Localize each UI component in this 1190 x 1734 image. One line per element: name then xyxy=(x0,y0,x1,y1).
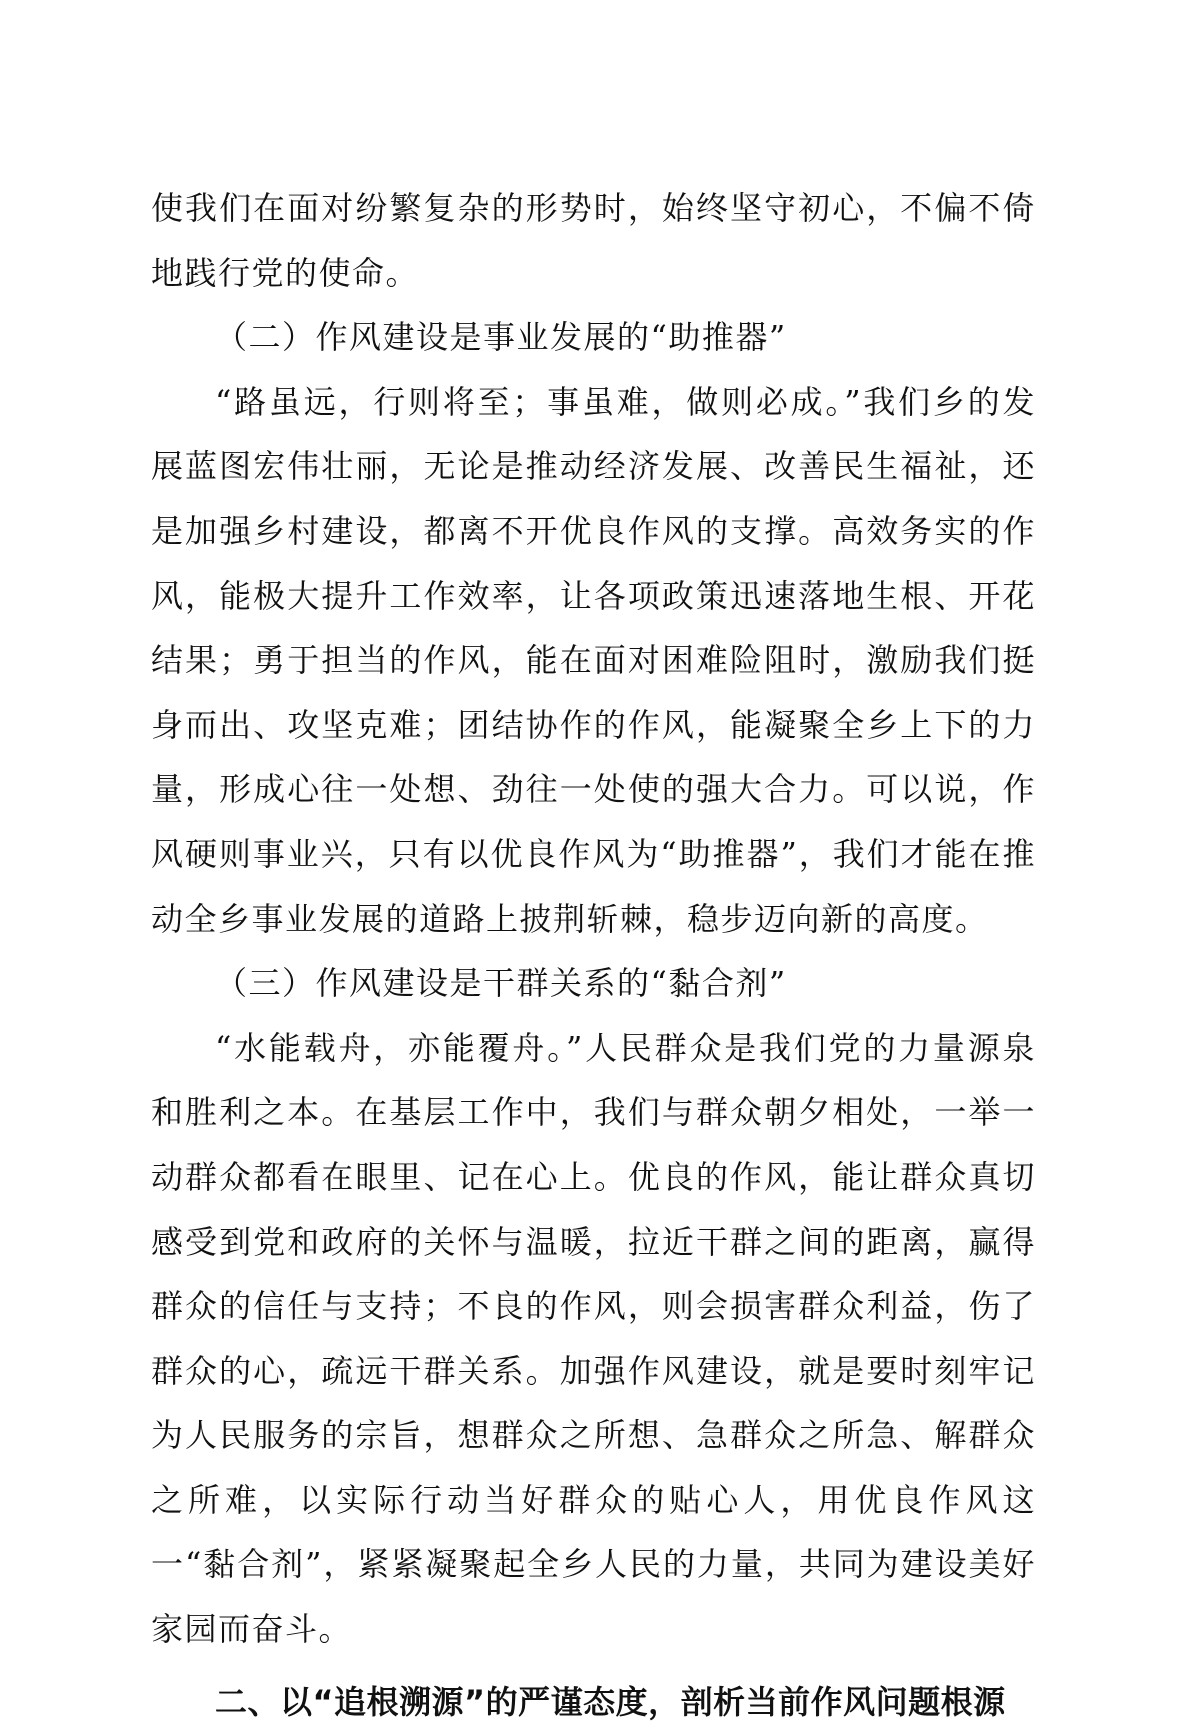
section-heading-2: 二、以“追根溯源”的严谨态度，剖析当前作风问题根源 xyxy=(215,1682,1006,1721)
continuation-paragraph: 使我们在面对纷繁复杂的形势时，始终坚守初心，不偏不倚地践行党的使命。 xyxy=(151,189,1036,292)
subsection-heading-3: （三）作风建设是干群关系的“黏合剂” xyxy=(215,964,787,1003)
document-body xyxy=(151,176,1036,1734)
subsection-paragraph-2: “路虽远，行则将至；事虽难，做则必成。”我们乡的发展蓝图宏伟壮丽，无论是推动经济发展、改善民生福祉，还是加强乡村建设，都离不开优良作风的支撑。高效务实的作风，能极大提升工作效率，让各项政策迅速落地生根、开花结果；勇于担当的作风，能在面对困难险阻时，激励我们挺身而出、攻坚克难；团结协作的作风，能凝聚全乡上下的力量，形成心往一处想、劲往一处使的强大合力。可以说，作风硬则事业兴，只有以优良作风为“助推器”，我们才能在推动全乡事业发展的道路上披荆斩棘，稳步迈向新的高度。 xyxy=(151,382,1036,938)
subsection-paragraph-3: “水能载舟，亦能覆舟。”人民群众是我们党的力量源泉和胜利之本。在基层工作中，我们与群众朝夕相处，一举一动群众都看在眼里、记在心上。优良的作风，能让群众真切感受到党和政府的关怀与温暖，拉近干群之间的距离，赢得群众的信任与支持；不良的作风，则会损害群众利益，伤了群众的心，疏远干群关系。加强作风建设，就是要时刻牢记为人民服务的宗旨，想群众之所想、急群众之所急、解群众之所难，以实际行动当好群众的贴心人，用优良作风这一“黏合剂”，紧紧凝聚起全乡人民的力量，共同为建设美好家园而奋斗。 xyxy=(151,1028,1036,1649)
subsection-heading-2: （二）作风建设是事业发展的“助推器” xyxy=(215,318,787,357)
